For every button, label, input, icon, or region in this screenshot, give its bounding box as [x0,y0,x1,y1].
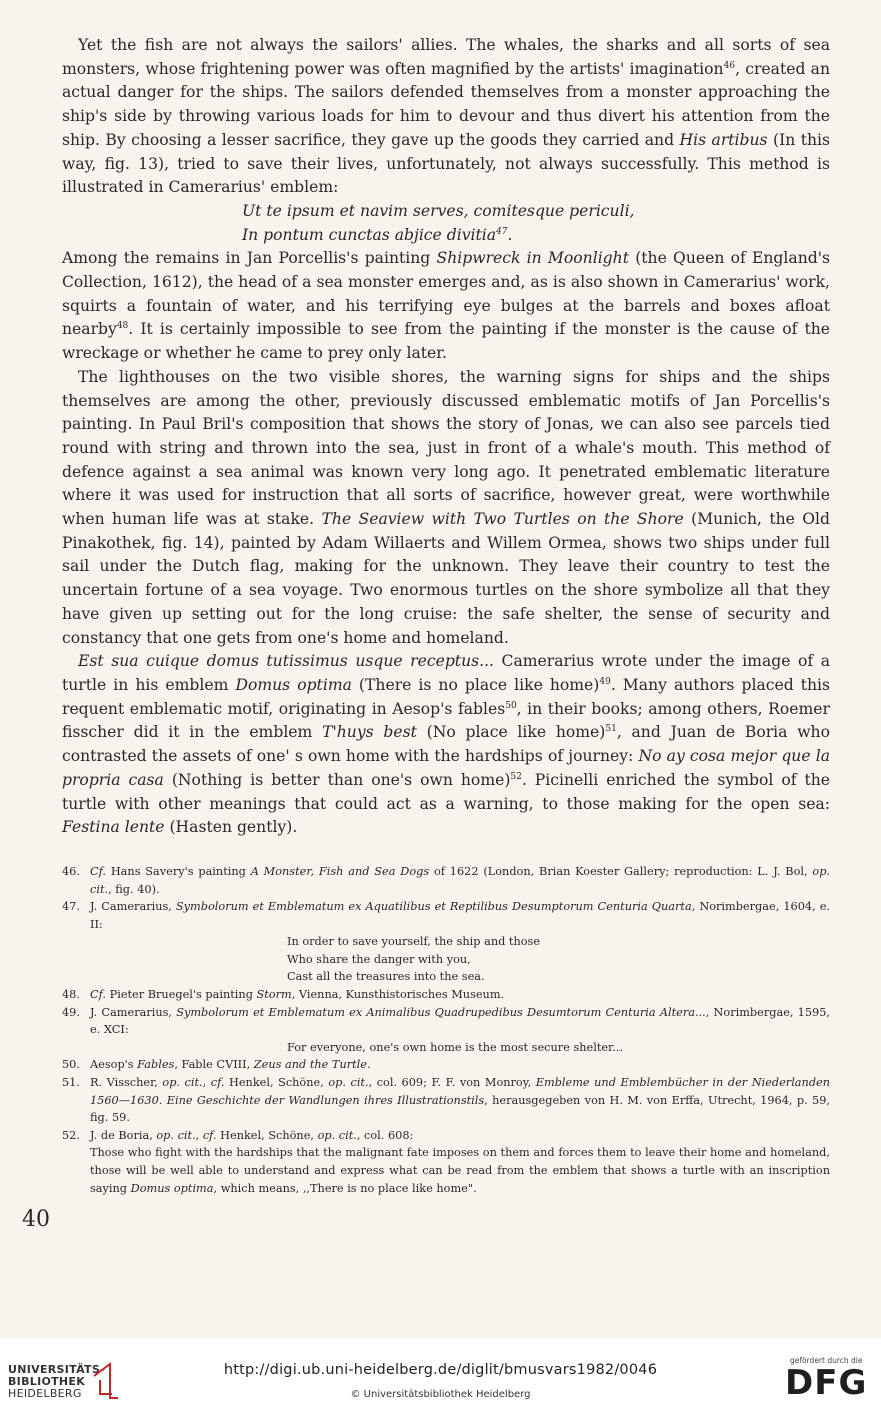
source-url-link[interactable]: http://digi.ub.uni-heidelberg.de/diglit/bmusvars1982/0046 [223,1362,658,1378]
paragraph-3: The lighthouses on the two visible shores, the warning signs for ships and the ships themselves are among the other, previously discussed emblematic motifs of Jan Porcellis's painting. In Paul Bril's composition that shows the story of Jonas, we can also see parcels tied round with string and thrown into the sea, just in front of a whale's mouth. This method of defence against a sea animal was known very long ago. It penetrated emblematic literature where it was used for instruction that all sorts of sacrifice, however great, were worthwhile when human life was at stake. The Seaview with Two Turtles on the Shore (Munich, the Old Pinakothek, fig. 14), painted by Adam Willaerts and Willem Ormea, shows two ships under full sail under the Dutch flag, making for the unknown. They leave their country to test the uncertain fortune of a sea voyage. Two enormous turtles on the shore symbolize all that they have given up setting out for the long cruise: the safe shelter, the sense of security and constancy that one gets from one's home and homeland. [62,367,830,647]
footnotes [62,863,830,1197]
latin-quote-line-2: In pontum cunctas abjice divitia$^{47}$. [242,225,513,244]
footnote-46: 46. Cf. Hans Savery's painting A Monster, Fish and Sea Dogs of 1622 (London, Brian Koester Gallery; reproduction: L. J. Bol, op. cit., fig. 40). [62,864,831,896]
paragraph-4: Est sua cuique domus tutissimus usque receptus... Camerarius wrote under the image of a turtle in his emblem Domus optima (There is no place like home)$^{49}$. Many authors placed this requent emblematic motif, originating in Aesop's fables$^{50}$, in their books; among others, Roemer fisscher did it in the emblem T'huys best (No place like home)$^{51}$, and Juan de Boria who contrasted the assets of one' s own home with the hardships of journey: No ay cosa mejor que la propria casa (Nothing is better than one's own home)$^{52}$. Picinelli enriched the symbol of the turtle with other meanings that could act as a warning, to those making for the open sea: Festina lente (Hasten gently). [62,652,831,837]
footnote-50: 50. Aesop's Fables, Fable CVIII, Zeus and the Turtle. [62,1058,371,1072]
latin-quote-line-1: Ut te ipsum et navim serves, comitesque periculi, [242,201,635,220]
paragraph-1: Yet the fish are not always the sailors' allies. The whales, the sharks and all sorts of sea monsters, whose frightening power was often magnified by the artists' imagination$^{46}$, created an actual danger for the ships. The sailors defended themselves from a monster approaching the ship's side by throwing various loads for him to devour and thus divert his attention from the ship. By choosing a lesser sacrifice, they gave up the goods they carried and His artibus (In this way, fig. 13), tried to save their lives, unfortunately, not always successfully. This method is illustrated in Camerarius' emblem: [62,36,831,197]
copyright-text: © Universitätsbibliothek Heidelberg [350,1389,531,1400]
page-number: 40 [22,1207,50,1232]
footnote-47-verse-3: Cast all the treasures into the sea. [287,970,485,984]
paragraph-2: Among the remains in Jan Porcellis's painting Shipwreck in Moonlight (the Queen of England's Collection, 1612), the head of a sea monster emerges and, as is also shown in Camerarius' work, squirts a fountain of water, and his terrifying eye bulges at the barrels and boxes afloat nearby$^{48}$. It is certainly impossible to see from the painting if the monster is the cause of the wreckage or whether he came to prey only later. [62,249,831,363]
footnote-ref[interactable]: 46 [723,60,736,71]
footnote-49: 49. J. Camerarius, Symbolorum et Emblematum ex Animalibus Quadrupedibus Desumtorum Centuria Altera..., Norimbergae, 1595, e. XCI: [62,1005,831,1037]
library-logo-text[interactable]: UNIVERSITÄTS- BIBLIOTHEK HEIDELBERG [8,1363,105,1400]
document-page [62,34,830,1197]
footnote-ref[interactable]: 52 [510,771,522,782]
funded-by-label: gefördert durch die [790,1356,863,1365]
digitization-footer [0,1338,881,1411]
footnote-49-verse-1: For everyone, one's own home is the most secure shelter... [287,1040,623,1054]
footnote-ref[interactable]: 48 [116,321,129,332]
body-text [62,34,830,840]
footnote-ref[interactable]: 49 [599,676,611,687]
footnote-47: 47. J. Camerarius, Symbolorum et Emblematum ex Aquatilibus et Reptilibus Desumptorum Centuria Quarta, Norimbergae, 1604, e. II: [62,900,830,931]
footnote-47-verse-1: In order to save yourself, the ship and those [287,935,541,949]
footnote-ref[interactable]: 47 [496,226,508,237]
footnote-48: 48. Cf. Pieter Bruegel's painting Storm, Vienna, Kunsthistorisches Museum. [62,988,505,1002]
footnote-47-verse-2: Who share the danger with you, [287,952,471,966]
footnote-51: 51. R. Visscher, op. cit., cf. Henkel, Schöne, op. cit., col. 609; F. F. von Monroy, Embleme und Emblembücher in der Niederlanden 1560—1630. Eine Geschichte der Wandlungen ihres Illustrationstils, herausgegeben von H. M. von Erffa, Utrecht, 1964, p. 59, fig. 59. [62,1076,831,1125]
footnote-ref[interactable]: 51 [605,724,617,735]
dfg-logo[interactable]: DFG [785,1363,868,1403]
footnote-ref[interactable]: 50 [505,700,517,711]
footnote-52: 52. J. de Boria, op. cit., cf. Henkel, Schöne, op. cit., col. 608: [62,1128,414,1142]
footnote-52-quote: Those who fight with the hardships that the malignant fate imposes on them and forces them to leave their home and homeland, those will be well able to understand and express what can be read from the emblem that shows a turtle with an inscription saying Domus optima, which means, ,,There is no place like home". [90,1146,830,1195]
